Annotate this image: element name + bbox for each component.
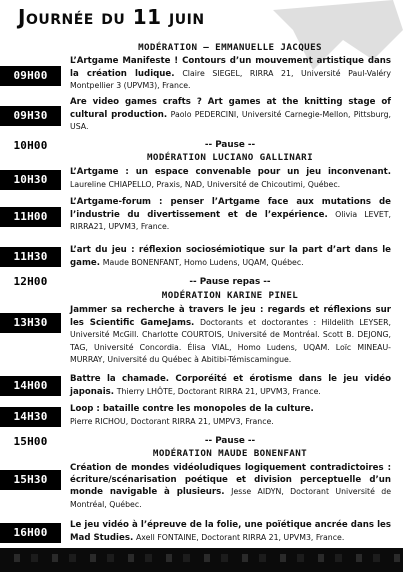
page-title: Journée du 11 juin	[18, 5, 205, 29]
time-slot: 12H00	[13, 275, 48, 288]
talk-entry	[70, 374, 391, 398]
talk-authors: Paolo PEDERCINI, Université Carnegie-Mellon, Pittsburg, USA.	[70, 109, 392, 132]
time-slot: 09H30	[0, 106, 61, 126]
talk-title: L’art du jeu : réflexion sociosémiotique sur la part d’art dans le game.	[70, 245, 391, 268]
talk-entry	[70, 245, 391, 269]
talk-title: L’Artgame : un espace convenable pour un jeu inconvenant.	[70, 167, 391, 177]
talk-authors: Axell FONTAINE, Doctorant RIRRA 21, UPVM3, France.	[135, 532, 345, 542]
time-slot: 14H00	[0, 376, 61, 396]
moderation-heading: MODÉRATION LUCIANO GALLINARI	[146, 152, 314, 163]
time-slot: 16H00	[0, 523, 61, 543]
time-slot: 15H00	[13, 435, 48, 448]
talk-entry	[70, 167, 391, 191]
talk-entry	[70, 197, 391, 234]
footer-texture	[0, 554, 403, 562]
talk-authors: Doctorants et doctorantes : Hildelith LEYSER, Université McGill. Charlotte COURTOIS, Université de Montréal. Scott B. DEJONG, TAG, Université Concordia. Élisa VIAL, Homo Ludens, UQAM. Loïc MINEAU-MURRAY, Université du Québec à Abitibi-Témiscamingue.	[70, 317, 391, 365]
moderation-heading: MODÉRATION MAUDE BONENFANT	[152, 448, 308, 459]
talk-authors: Claire SIEGEL, RIRRA 21, Université Paul-Valéry Montpellier 3 (UPVM3), France.	[70, 68, 392, 91]
talk-title: Loop : bataille contre les monopoles de la culture.	[70, 404, 314, 414]
moderation-heading: MODÉRATION KARINE PINEL	[161, 290, 299, 301]
time-slot: 14H30	[0, 407, 61, 427]
talk-entry	[70, 56, 391, 93]
talk-title: Création de mondes vidéoludiques logiquement contradictoires : écriture/scénarisation poétique et division perceptuelle d’un monde navigable à plusieurs.	[70, 463, 391, 498]
moderation-heading: MODÉRATION – EMMANUELLE JACQUES	[138, 42, 322, 53]
time-slot: 11H30	[0, 247, 61, 267]
talk-title: Battre la chamade. Corporéité et érotisme dans le jeu vidéo japonais.	[70, 374, 391, 397]
talk-authors: Maude BONENFANT, Homo Ludens, UQAM, Québec.	[102, 257, 304, 267]
talk-authors: Pierre RICHOU, Doctorant RIRRA 21, UMPV3, France.	[70, 416, 274, 426]
time-slot: 09H00	[0, 66, 61, 86]
talk-authors: Jesse AIDYN, Doctorant Université de Montréal, Québec.	[70, 487, 391, 509]
time-slot: 10H00	[13, 139, 48, 152]
time-slot: 11H00	[0, 207, 61, 227]
pause-label: -- Pause --	[204, 436, 256, 446]
talk-authors: Thierry LHÔTE, Doctorant RIRRA 21, UPVM3, France.	[116, 386, 321, 396]
talk-title: Are video games crafts ? Art games at the knitting stage of cultural production.	[70, 97, 391, 120]
talk-title: L’Artgame-forum : penser l’Artgame face aux mutations de l’industrie du divertissement et de l’expérience.	[70, 197, 391, 220]
pause-label: -- Pause --	[204, 140, 256, 150]
talk-authors: Laureline CHIAPELLO, Praxis, NAD, Université de Chicoutimi, Québec.	[70, 179, 341, 189]
talk-entry	[70, 520, 391, 544]
talk-entry	[70, 463, 391, 511]
time-slot: 13H30	[0, 313, 61, 333]
talk-entry	[70, 97, 391, 134]
talk-entry	[70, 404, 391, 428]
pause-label: -- Pause repas --	[189, 277, 271, 287]
time-slot: 15H30	[0, 470, 61, 490]
talk-entry	[70, 305, 391, 367]
talk-authors: Olivia LEVET, RIRRA21, UPVM3, France.	[70, 209, 391, 232]
talk-title: L’Artgame Manifeste ! Contours d’un mouvement artistique dans la création ludique.	[70, 56, 391, 79]
talk-title: Le jeu vidéo à l’épreuve de la folie, une poïétique ancrée dans les Mad Studies.	[70, 520, 391, 543]
time-slot: 10H30	[0, 170, 61, 190]
talk-title: Jammer sa recherche à travers le jeu : regards et réflexions sur les Scientific GameJams.	[70, 305, 391, 328]
